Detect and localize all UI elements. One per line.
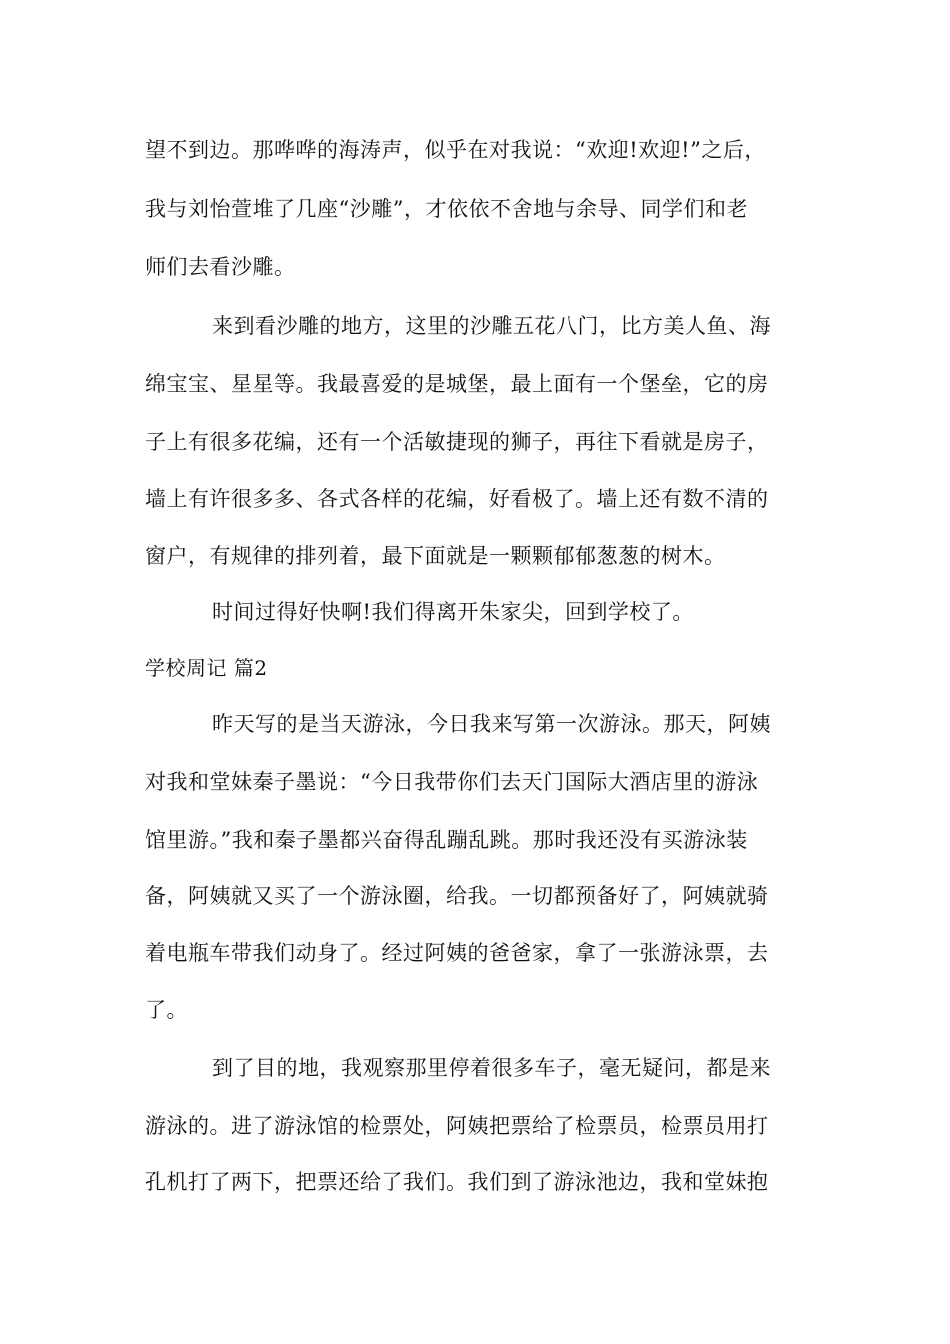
section-heading: 学校周记 篇2 bbox=[145, 656, 268, 680]
text-line: 孔机打了两下，把票还给了我们。我们到了游泳池边，我和堂妹抱 bbox=[145, 1170, 769, 1194]
text-line: 游泳的。进了游泳馆的检票处，阿姨把票给了检票员，检票员用打 bbox=[145, 1114, 769, 1138]
text-line: 望不到边。那哗哗的海涛声，似乎在对我说：“欢迎!欢迎!”之后， bbox=[145, 138, 766, 162]
text-line: 子上有很多花编，还有一个活敏捷现的狮子，再往下看就是房子， bbox=[145, 430, 769, 454]
text-line: 昨天写的是当天游泳，今日我来写第一次游泳。那天，阿姨 bbox=[212, 712, 771, 736]
text-line: 对我和堂妹秦子墨说：“今日我带你们去天门国际大酒店里的游泳 bbox=[145, 770, 759, 794]
text-line: 绵宝宝、星星等。我最喜爱的是城堡，最上面有一个堡垒，它的房 bbox=[145, 372, 769, 396]
text-line: 着电瓶车带我们动身了。经过阿姨的爸爸家，拿了一张游泳票，去 bbox=[145, 941, 769, 965]
text-line: 时间过得好快啊!我们得离开朱家尖，回到学校了。 bbox=[212, 600, 694, 624]
text-line: 了。 bbox=[145, 998, 188, 1022]
text-line: 师们去看沙雕。 bbox=[145, 255, 296, 279]
text-line: 备，阿姨就又买了一个游泳圈，给我。一切都预备好了，阿姨就骑 bbox=[145, 884, 769, 908]
text-line: 馆里游。”我和秦子墨都兴奋得乱蹦乱跳。那时我还没有买游泳装 bbox=[145, 828, 748, 852]
text-line: 来到看沙雕的地方，这里的沙雕五花八门，比方美人鱼、海 bbox=[212, 314, 771, 338]
text-line: 窗户，有规律的排列着，最下面就是一颗颗郁郁葱葱的树木。 bbox=[145, 544, 726, 568]
text-line: 我与刘怡萱堆了几座“沙雕”，才依依不舍地与余导、同学们和老 bbox=[145, 197, 748, 221]
text-line: 到了目的地，我观察那里停着很多车子，毫无疑问，都是来 bbox=[212, 1056, 771, 1080]
text-line: 墙上有许很多多、各式各样的花编，好看极了。墙上还有数不清的 bbox=[145, 487, 769, 511]
